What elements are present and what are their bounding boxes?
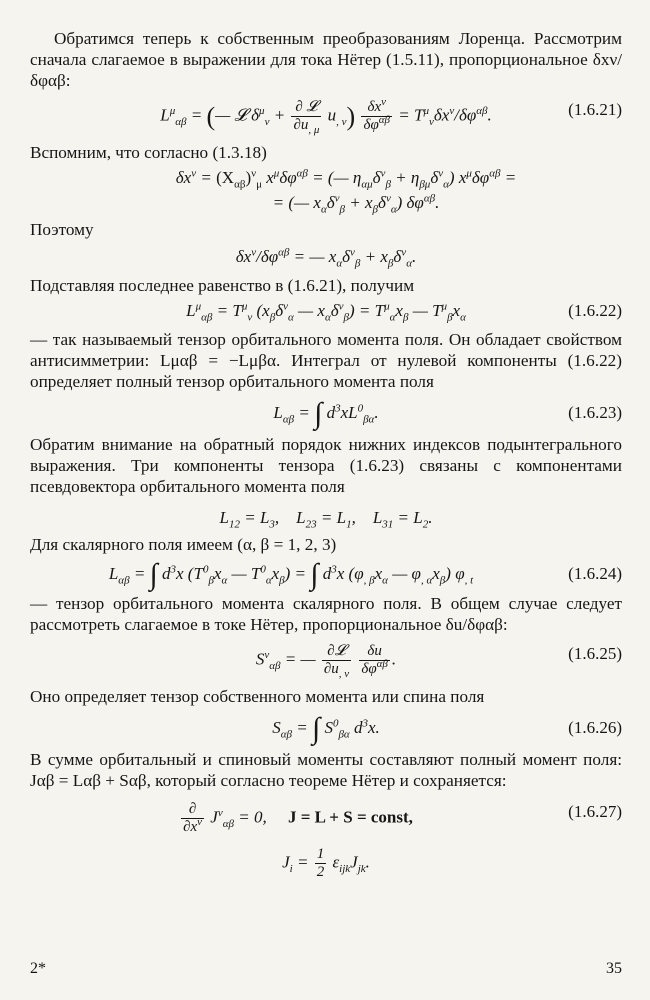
- page-content: [30, 28, 622, 881]
- equation-number: (1.6.24): [568, 564, 622, 584]
- paragraph-7: Для скалярного поля имеем (α, β = 1, 2, 3): [30, 535, 337, 555]
- equation-variation: $\delta x^\nu/\delta\varphi^{\alpha\beta}$ = — $x_\alpha\delta^\nu_\beta + x_\beta\delta^\nu_\alpha$.: [235, 246, 417, 270]
- equation-1-6-21: $L^\mu_{\alpha\beta}$ = (— 𝓛 $\delta^\mu_\nu$ + $\frac{\text{∂ 𝓛}}{\partial u_{, \mu}}$ $u_{, \nu}$) $\frac{\delta x^\nu}{\delta\varphi^{\alpha\beta}}$ = $T^\mu_\nu\delta x^\nu/\delta\varphi^{\alpha\beta}$. (1.6.21): [160, 96, 622, 136]
- conservation-law: J = L + S = const,: [287, 807, 413, 827]
- equation-number: (1.6.27): [568, 802, 622, 822]
- paragraph-10: В сумме орбитальный и спиновый моменты составляют полный момент поля: Jαβ = Lαβ + Sαβ, который согласно теореме Нётер и сохраняется:: [30, 750, 622, 791]
- equation-1-6-24: $L_{\alpha\beta}$ = ∫ $d^3x$ ($T^0_\beta x_\alpha$ — $T^0_\alpha x_\beta$) = ∫ $d^3x$ ($\varphi_{, \beta}x_\alpha$ — $\varphi_{, \alpha}x_\beta$) $\varphi_{, t}$ (1.6.24): [108, 558, 622, 592]
- signature-mark: 2*: [30, 960, 46, 977]
- paragraph-9: Оно определяет тензор собственного момента или спина поля: [30, 687, 485, 707]
- paragraph-8: — тензор орбитального момента скалярного поля. В общем случае следует рассмотреть слагаемое в токе Нётер, пропорциональное δu/δφαβ:: [30, 594, 622, 635]
- equation-1-6-23: $L_{\alpha\beta}$ = ∫ $d^3xL^0_{\beta\alpha}$. (1.6.23): [273, 397, 622, 431]
- equation-1-3-18b: = (— $x_\alpha\delta^\nu_\beta + x_\beta\delta^\nu_\alpha$) $\delta\varphi^{\alpha\beta}$.: [272, 192, 440, 216]
- paragraph-1: Обратимся теперь к собственным преобразованиям Лоренца. Рассмотрим сначала слагаемое в выражении для тока Нётер (1.5.11), пропорциональное δxν/δφαβ:: [30, 29, 622, 90]
- equation-number: (1.6.26): [568, 718, 622, 738]
- page-number: 35: [606, 960, 622, 977]
- equation-1-6-27: $\frac{\partial}{\partial x^\nu}$ $J^\nu_{\alpha\beta} = 0$, J = L + S = const, (1.6.27): [183, 801, 622, 836]
- equation-number: (1.6.23): [568, 403, 622, 422]
- paragraph-6: Обратим внимание на обратный порядок нижних индексов подынтегрального выражения. Три компоненты тензора (1.6.23) связаны с компонентами псевдовектора орбитального момента поля: [30, 435, 622, 497]
- equation-1-6-25: $S^\nu_{\alpha\beta}$ = — $\frac{\text{∂𝓛}}{\partial u_{, \nu}}$ $\frac{\delta u}{\delta\varphi^{\alpha\beta}}$ . (1.6.25): [255, 643, 622, 681]
- paragraph-4: Подставляя последнее равенство в (1.6.21), получим: [30, 276, 415, 295]
- paragraph-3: Поэтому: [30, 220, 94, 239]
- equation-number: (1.6.21): [568, 100, 622, 119]
- equation-number: (1.6.25): [568, 644, 622, 664]
- equation-1-6-22: $L^\mu_{\alpha\beta} = T^\mu_\nu$ ($x_\beta\delta^\nu_\alpha$ — $x_\alpha\delta^\nu_\beta) = T^\mu_\alpha x_\beta$ — $T^\mu_\beta x_\alpha$ (1.6.22): [186, 300, 622, 324]
- equation-pseudovector: $L_{12} = L_3$, $L_{23} = L_1$, $L_{31} = L_2$.: [219, 508, 433, 531]
- paragraph-2: Вспомним, что согласно (1.3.18): [30, 143, 267, 162]
- equation-1-6-26: $S_{\alpha\beta}$ = ∫ $S^0_{\beta\alpha}$ $d^3x$. (1.6.26): [272, 712, 622, 746]
- equation-number: (1.6.22): [568, 301, 622, 320]
- equation-1-3-18a: $\delta x^\nu = (X_{\alpha\beta})^\nu_\mu$ $x^\mu\delta\varphi^{\alpha\beta}$ = (— $\eta_{\alpha\mu}\delta^\nu_\beta + \eta_{\beta\mu}\delta^\nu_\alpha$) $x^\mu\delta\varphi^{\alpha\beta}$ =: [175, 167, 517, 191]
- paragraph-5: — так называемый тензор орбитального момента поля. Он обладает свойством антисимметрии: Lμαβ = −Lμβα. Интеграл от нулевой компоненты (1.6.22) определяет полный тензор орбитального момента поля: [30, 330, 622, 391]
- equation-angular-momentum-vector: $J_i$ = $\frac{1}{2}$ $\varepsilon_{ijk}J_{jk}$.: [282, 846, 370, 881]
